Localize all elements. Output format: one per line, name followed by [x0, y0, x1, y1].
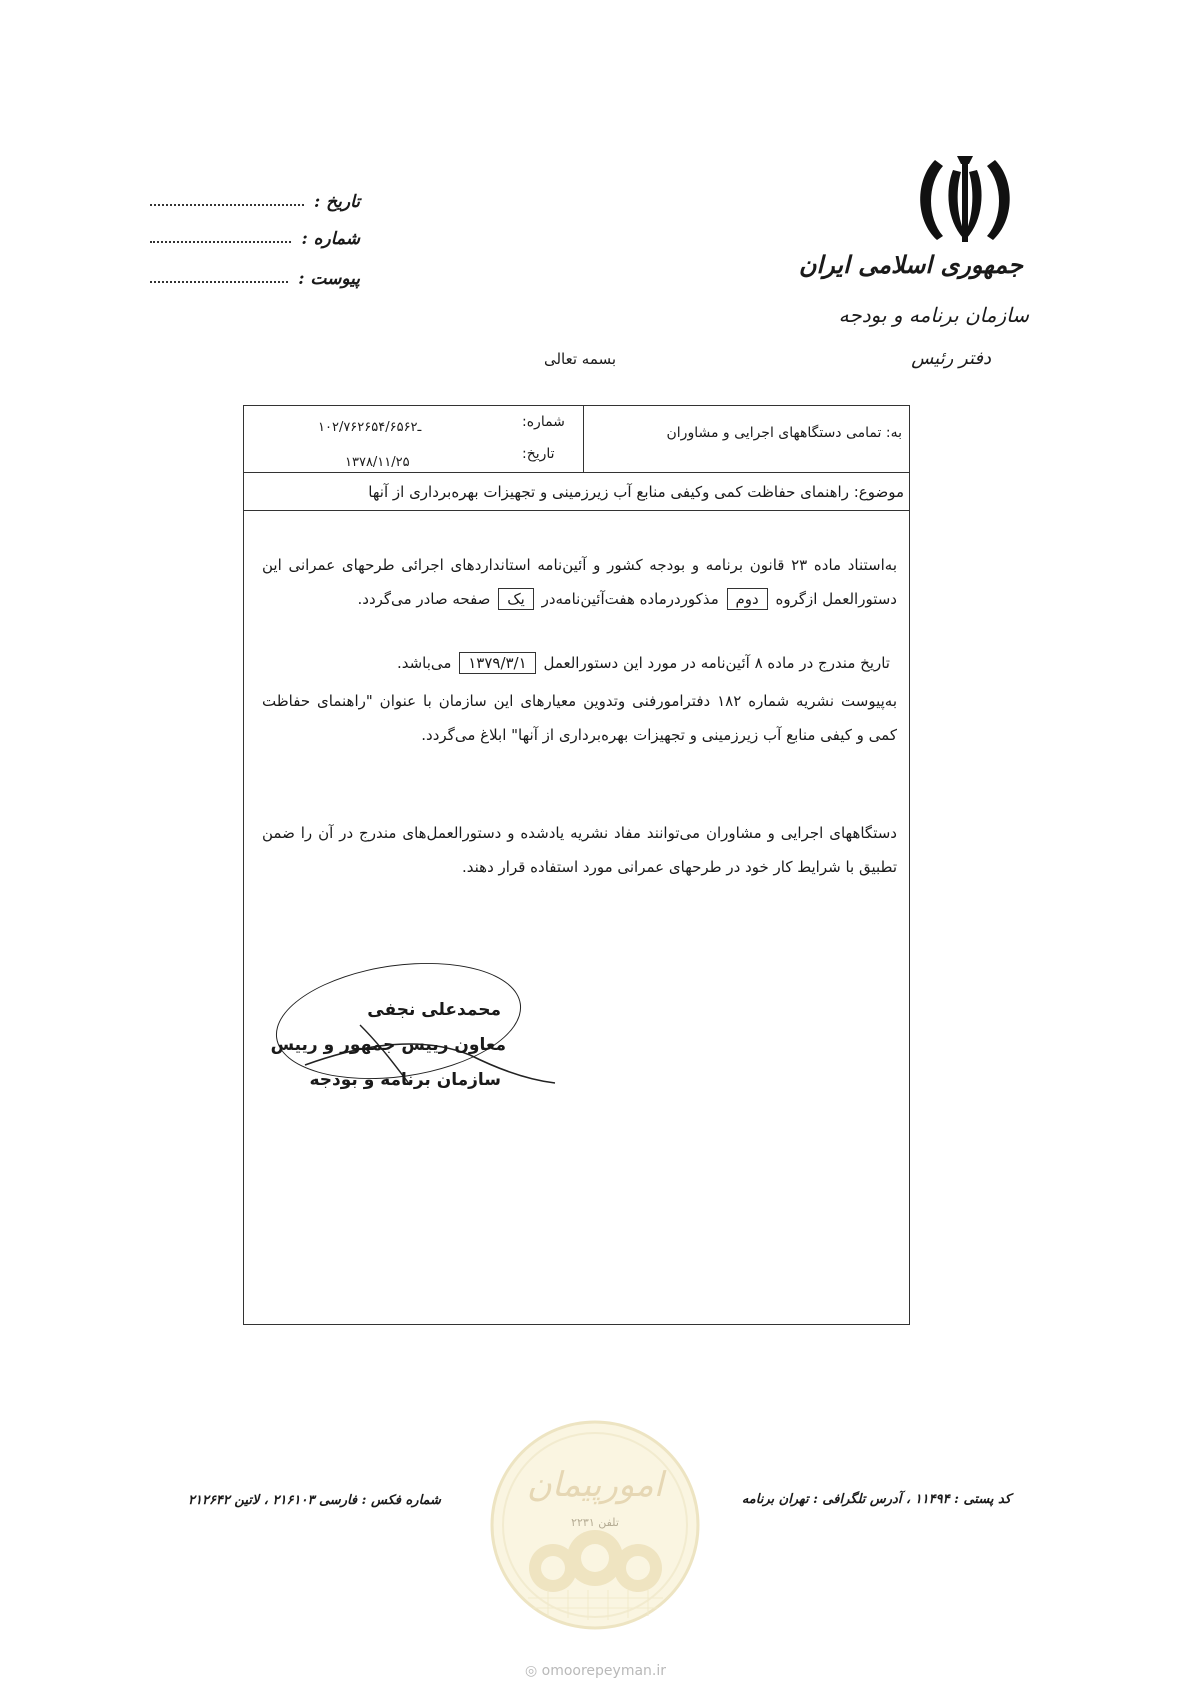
- org-office: دفتر رئیس: [911, 348, 991, 369]
- header-divider: [583, 405, 584, 473]
- subject-text: موضوع: راهنمای حفاظت کمی وکیفی منابع آب زیرزمینی و تجهیزات بهره‌برداری از آنها: [368, 482, 904, 501]
- signer-name: محمدعلی نجفی: [367, 1000, 501, 1020]
- number-label: شماره:: [522, 414, 565, 430]
- date-value: ۱۳۷۸/۱۱/۲۵: [345, 455, 410, 470]
- meta-attachment-row: [150, 265, 360, 293]
- meta-number-label: شماره :: [301, 229, 360, 249]
- meta-date-dots: [150, 204, 304, 206]
- recipient: به: تمامی دستگاههای اجرایی و مشاوران: [666, 425, 902, 441]
- footer-address: کد پستی : ۱۱۴۹۴ ، آدرس تلگرافی : تهران برنامه: [741, 1492, 1011, 1507]
- p1-text-c: صفحه صادر می‌گردد.: [357, 590, 491, 608]
- org-name: جمهوری اسلامی ایران: [798, 250, 1023, 279]
- subject-row: [243, 473, 910, 511]
- paragraph-1: [262, 548, 897, 616]
- meta-number-dots: [150, 241, 291, 243]
- p2-date-box: ۱۳۷۹/۳/۱: [459, 652, 535, 674]
- p2-text-a: تاریخ مندرج در ماده ۸ آئین‌نامه در مورد این دستورالعمل: [543, 654, 890, 672]
- p1-text-b: مذکوردرماده هفت‌آئین‌نامه‌در: [541, 590, 719, 608]
- signer-title-1: معاون رییس جمهور و رییس: [270, 1035, 506, 1055]
- watermark-phone: تلفن ۲۲۳۱: [571, 1516, 619, 1529]
- org-subname: سازمان برنامه و بودجه: [838, 303, 1029, 327]
- p2-text-b: می‌باشد.: [396, 654, 452, 672]
- paragraph-3: به‌پیوست نشریه شماره ۱۸۲ دفترامورفنی وتدوین معیارهای این سازمان با عنوان "راهنمای حفاظت کمی و کیفی منابع آب زیرزمینی و تجهیزات بهره‌برداری از آنها" ابلاغ می‌گردد.: [262, 692, 897, 744]
- signer-title-2: سازمان برنامه و بودجه: [309, 1070, 501, 1090]
- footer-fax: شماره فکس : فارسی ۲۱۶۱۰۳ ، لاتین ۲۱۲۶۴۲: [188, 1493, 441, 1508]
- basmala: بسمه تعالی: [543, 350, 617, 368]
- p1-group-box: دوم: [727, 588, 768, 610]
- meta-attachment-dots: [150, 281, 288, 283]
- watermark-site-text: omoorepeyman.ir: [541, 1663, 667, 1679]
- paragraph-4: دستگاههای اجرایی و مشاوران می‌توانند مفاد نشریه یادشده و دستورالعمل‌های مندرج در آن را ضمن تطبیق با شرایط کار خود در طرحهای عمرانی مورد استفاده قرار دهند.: [262, 824, 897, 876]
- watermark-site: ◎ omoorepeyman.ir: [524, 1663, 667, 1679]
- meta-date-row: [150, 188, 360, 216]
- meta-date-label: تاریخ :: [313, 192, 360, 212]
- p1-page-box: یک: [498, 588, 534, 610]
- number-value: ۱۰۲/۷۶۲۶ـ۵۴/۶۵۶۲: [318, 420, 422, 435]
- paragraph-2: [262, 646, 890, 680]
- date-label: تاریخ:: [522, 446, 555, 462]
- watermark-seal: [488, 1418, 703, 1633]
- watermark-brand: امورپیمان: [526, 1465, 664, 1505]
- p1-text-a: به‌استناد ماده ۲۳ قانون برنامه و بودجه کشور و آئین‌نامه استانداردهای اجرائی طرحهای عمرانی این دستورالعمل ازگروه: [262, 556, 898, 608]
- iran-emblem-logo: [905, 150, 1025, 250]
- meta-attachment-label: پیوست :: [298, 269, 360, 289]
- meta-number-row: [150, 225, 360, 253]
